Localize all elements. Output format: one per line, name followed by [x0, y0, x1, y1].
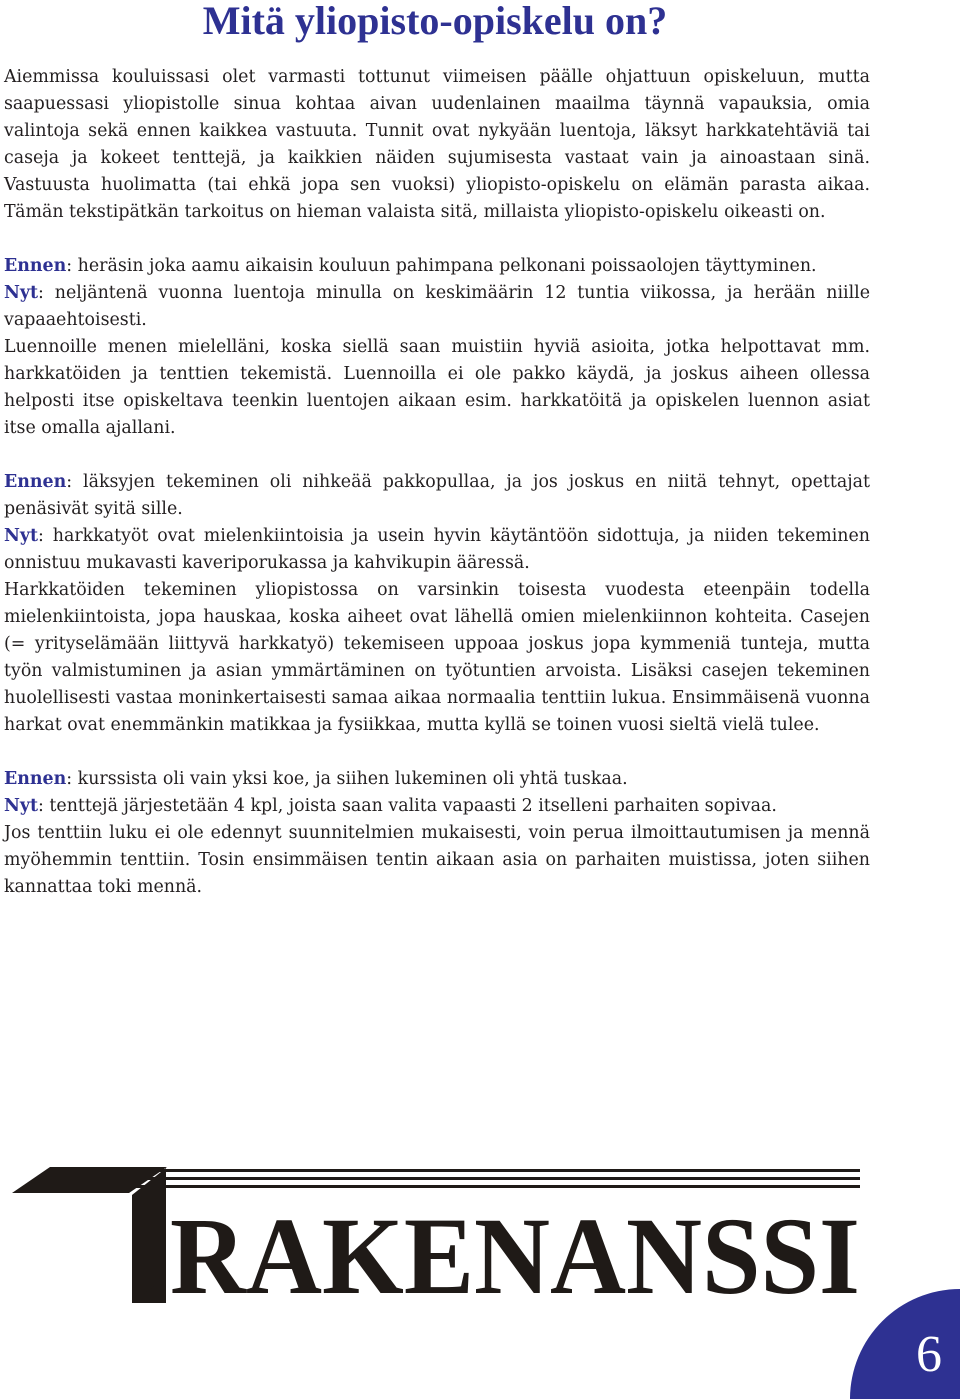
now-text: : harkkatyöt ovat mielenkiintoisia ja usein hyvin käytäntöön sidottuja, ja niiden tekeminen onnistuu mukavasti kaveriporukassa ja kahvikupin ääressä. [4, 526, 870, 573]
now-label: Nyt [4, 526, 39, 546]
intro-paragraph: Aiemmissa kouluissasi olet varmasti tottunut viimeisen päälle ohjattuun opiskeluun, mutta saapuessasi yliopistolle sinua kohtaa aivan uudenlainen maailma täynnä vapauksia, omia valintoja sekä ennen kaikkea vastuuta. Tunnit ovat nykyään luentoja, läksyt harkkatehtäviä tai caseja ja kokeet tenttejä, ja kaikkien näiden sujumisesta vastaat vain ja ainoastaan sinä. Vastuusta huolimatta (tai ehkä jopa sen vuoksi) yliopisto-opiskelu on elämän parasta aikaa. Tämän tekstipätkän tarkoitus on hieman valaista sitä, millaista yliopisto-opiskelu oikeasti on. [4, 67, 870, 222]
logo-rules [132, 1169, 860, 1188]
page-number: 6 [916, 1326, 942, 1383]
rakenanssi-logo [12, 1165, 862, 1305]
section-1-before [4, 253, 870, 280]
section-1-now [4, 280, 870, 334]
before-text: : kurssista oli vain yksi koe, ja siihen lukeminen oli yhtä tuskaa. [66, 769, 628, 789]
section-2-detail: Harkkatöiden tekeminen yliopistossa on varsinkin toisesta vuodesta eteenpäin todella mielenkiintoista, jopa hauskaa, koska aiheet ovat lähellä omien mielenkiinnon kohteita. Casejen (= yrityselämään liittyvä harkkatyö) tekemiseen uppoaa joskus jopa kymmeniä tunteja, mutta työn valmistuminen ja asian ymmärtäminen on työtuntien arvoista. Lisäksi casejen tekeminen huolellisesti vastaa moninkertaisesti samaa aikaa normaalia tenttiin lukua. Ensimmäisenä vuonna harkat ovat enemmänkin matikkaa ja fysiikkaa, mutta kyllä se toinen vuosi sieltä vielä tulee. [4, 580, 870, 735]
page-title: Mitä yliopisto-opiskelu on? [202, 0, 668, 43]
section-2-before [4, 469, 870, 523]
section-3-detail: Jos tenttiin luku ei ole edennyt suunnitelmien mukaisesti, voin perua ilmoittautumisen ja mennä myöhemmin tenttiin. Tosin ensimmäisen tentin aikaan asia on parhaiten muistissa, joten siihen kannattaa toki mennä. [4, 823, 870, 897]
now-label: Nyt [4, 283, 39, 303]
before-label: Ennen [4, 472, 67, 492]
now-text: : neljäntenä vuonna luentoja minulla on keskimäärin 12 tuntia viikossa, ja herään niille vapaaehtoisesti. [4, 283, 870, 330]
before-text: : läksyjen tekeminen oli nihkeää pakkopullaa, ja jos joskus en niitä tehnyt, opettajat penäsivät syitä sille. [4, 472, 870, 519]
now-text: : tenttejä järjestetään 4 kpl, joista saan valita vapaasti 2 itselleni parhaiten sopivaa. [38, 796, 777, 816]
section-3-before [4, 766, 870, 793]
section-2-now [4, 523, 870, 577]
section-1-detail: Luennoille menen mielelläni, koska siellä saan muistiin hyviä asioita, jotka helpottavat mm. harkkatöiden ja tenttien tekemistä. Luennoilla ei ole pakko käydä, ja joskus aiheen ollessa helposti itse opiskeltava teenkin luentojen aikaan esim. harkkatöitä ja opiskelen luennon asiat itse omalla ajallani. [4, 337, 870, 438]
before-text: : heräsin joka aamu aikaisin kouluun pahimpana pelkonani poissaolojen täyttyminen. [66, 256, 817, 276]
section-3-now [4, 793, 870, 820]
now-label: Nyt [4, 796, 39, 816]
before-label: Ennen [4, 256, 67, 276]
logo-wordmark: RAKENANSSI [170, 1195, 860, 1305]
before-label: Ennen [4, 769, 67, 789]
article-body [4, 64, 870, 901]
page-number-badge [850, 1289, 960, 1399]
